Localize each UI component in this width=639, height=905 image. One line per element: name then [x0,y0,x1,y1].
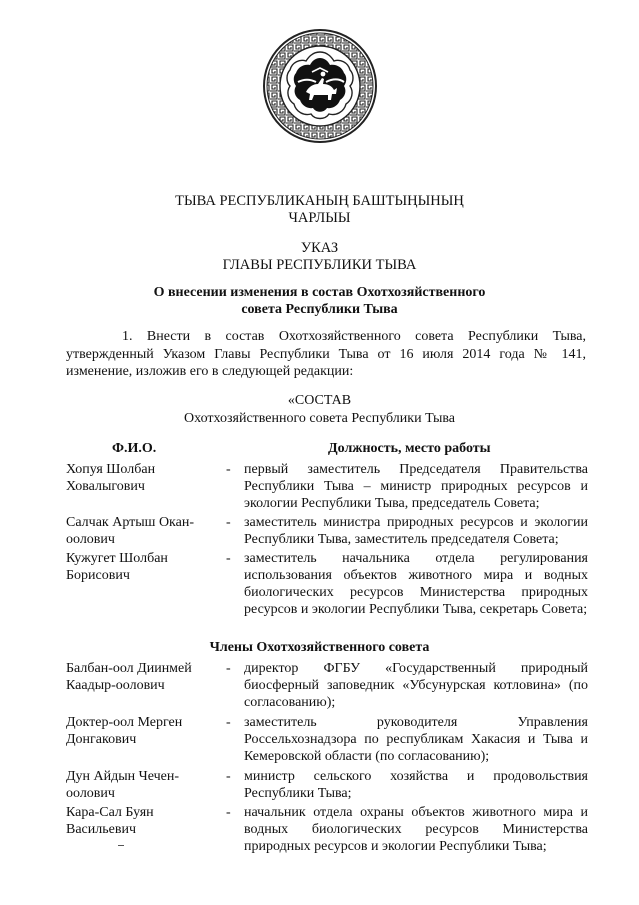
decree-title-line1: О внесении изменения в состав Охотхозяйственного [153,285,486,300]
member-position: начальник отдела охраны объектов животного мира и водных биологических ресурсов Министерства природных ресурсов и экологии Республики Тыва; [244,805,588,854]
dash: - [226,715,231,730]
paragraph-1: 1. Внести в состав Охотхозяйственного совета Республики Тыва, утвержденный Указом Главы Республики Тыва от 16 июля 2014 года № 141, изменение, изложив его в следующей редакции: [66,329,586,379]
composition-subtitle: Охотхозяйственного совета Республики Тыва [184,410,455,426]
member-name: Балбан-оол Диинмей Каадыр-оолович [66,661,192,693]
republic-header-tyva [0,193,639,227]
member-name: Кужугет Шолбан Борисович [66,551,168,583]
member-position: заместитель министра природных ресурсов и экологии Республики Тыва, заместитель председателя Совета; [244,515,588,547]
member-name: Дун Айдын Чечен-оолович [66,769,180,801]
dash: - [226,661,231,676]
member-name: Кара-Сал Буян Васильевич [66,805,154,837]
member-name: Доктер-оол Мерген Донгакович [66,715,183,747]
dash: - [226,515,231,530]
composition-title: «СОСТАВ [287,393,352,408]
tuva-coat-of-arms-icon [262,28,378,144]
decree-title [0,284,639,318]
members-heading: Члены Охотхозяйственного совета [209,640,430,655]
scan-artifact [118,845,124,846]
dash: - [226,551,231,566]
member-position: заместитель руководителя Управления Россельхознадзора по республикам Хакасия и Тыва и Кемеровской области (по согласованию); [244,715,588,764]
header-tyva-line1: ТЫВА РЕСПУБЛИКАНЫҢ БАШТЫҢЫНЫҢ [175,193,464,209]
composition-heading [0,392,639,427]
member-position: министр сельского хозяйства и продовольствия Республики Тыва; [244,769,588,801]
member-position: первый заместитель Председателя Правительства Республики Тыва – министр природных ресурсов и экологии Республики Тыва, председатель Совета; [244,462,588,511]
dash: - [226,769,231,784]
member-name: Салчак Артыш Окан-оолович [66,515,195,547]
header-tyva-line2: ЧАРЛЫЫ [288,210,351,226]
header-glava: ГЛАВЫ РЕСПУБЛИКИ ТЫВА [222,257,417,273]
column-header-name: Ф.И.О. [112,441,157,456]
column-header-position: Должность, место работы [328,441,491,456]
member-name: Хопуя Шолбан Ховалыгович [66,462,156,494]
member-position: директор ФГБУ «Государственный природный биосферный заповедник «Убсунурская котловина» (по согласованию); [244,661,588,710]
dash: - [226,805,231,820]
republic-header-russian [0,240,639,274]
header-ukaz: УКАЗ [300,240,339,256]
decree-title-line2: совета Республики Тыва [241,302,398,317]
member-position: заместитель начальника отдела регулирования использования объектов животного мира и водных биологических ресурсов Министерства природных ресурсов и экологии Республики Тыва, секретарь Совета; [244,551,588,617]
dash: - [226,462,231,477]
